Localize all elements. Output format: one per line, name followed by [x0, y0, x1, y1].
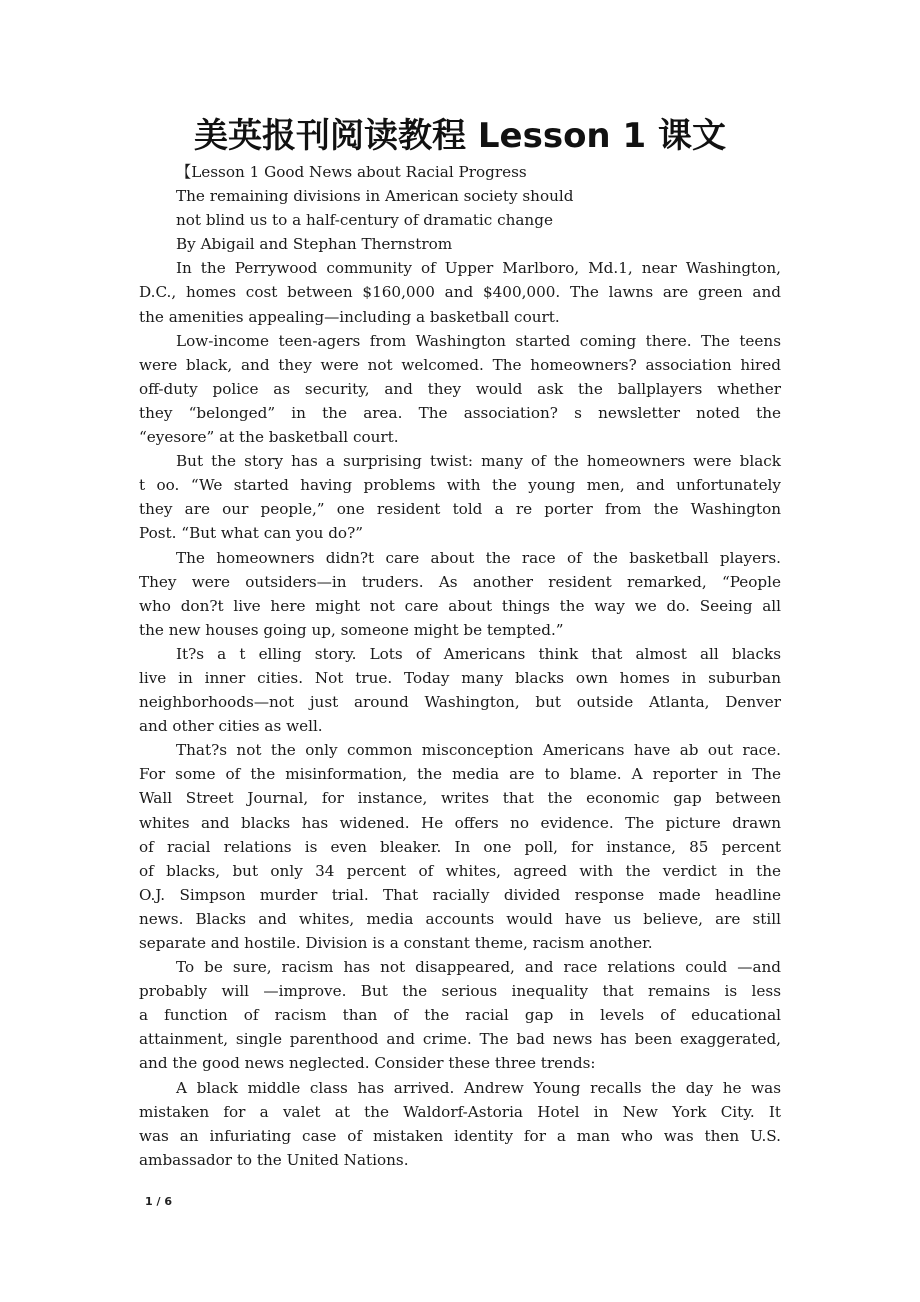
paragraph-line: the amenities appealing—including a basketball court.: [139, 307, 560, 326]
paragraph-line: D.C., homes cost between $160,000 and $400,000. The lawns are green and: [139, 283, 781, 302]
lesson-subtitle-line-2: not blind us to a half-century of dramatic change: [176, 211, 553, 230]
paragraph: [139, 955, 781, 1075]
paragraph-line: a function of racism than of the racial gap in levels of educational: [139, 1006, 781, 1025]
paragraph-line: of racial relations is even bleaker. In one poll, for instance, 85 percent: [139, 837, 781, 856]
paragraph-line: attainment, single parenthood and crime. The bad news has been exaggerated,: [139, 1030, 781, 1049]
lesson-header: [139, 160, 781, 256]
paragraph-line: was an infuriating case of mistaken identity for a man who was then U.S.: [139, 1126, 781, 1145]
byline: By Abigail and Stephan Thernstrom: [176, 235, 453, 254]
paragraph-line: Low-income teen-agers from Washington started coming there. The teens: [176, 331, 781, 350]
paragraph: [139, 256, 781, 328]
article-paragraphs: [139, 256, 781, 1172]
lesson-subtitle-line-1: The remaining divisions in American society should: [176, 187, 574, 206]
page-title: 美英报刊阅读教程 Lesson 1 课文: [194, 116, 726, 156]
paragraph-line: But the story has a surprising twist: many of the homeowners were black: [176, 452, 781, 471]
paragraph: [139, 738, 781, 955]
paragraph-line: A black middle class has arrived. Andrew Young recalls the day he was: [176, 1078, 781, 1097]
paragraph-line: t oo. “We started having problems with the young men, and unfortunately: [139, 476, 781, 495]
paragraph-line: whites and blacks has widened. He offers no evidence. The picture drawn: [139, 813, 781, 832]
paragraph-line: In the Perrywood community of Upper Marlboro, Md.1, near Washington,: [176, 259, 781, 278]
lesson-title: 【Lesson 1 Good News about Racial Progress: [176, 163, 527, 181]
paragraph-line: live in inner cities. Not true. Today many blacks own homes in suburban: [139, 668, 781, 687]
paragraph-line: That?s not the only common misconception Americans have ab out race.: [176, 741, 781, 760]
paragraph-line: Wall Street Journal, for instance, writes that the economic gap between: [139, 789, 781, 808]
paragraph-line: probably will —improve. But the serious inequality that remains is less: [139, 982, 781, 1001]
paragraph: [139, 546, 781, 642]
paragraph: [139, 449, 781, 545]
paragraph-line: and the good news neglected. Consider these three trends:: [139, 1054, 596, 1073]
paragraph-line: and other cities as well.: [139, 717, 323, 736]
paragraph: [139, 329, 781, 449]
paragraph-line: were black, and they were not welcomed. The homeowners? association hired: [139, 355, 781, 374]
paragraph-line: of blacks, but only 34 percent of whites, agreed with the verdict in the: [139, 861, 781, 880]
document-body: [139, 160, 781, 1172]
paragraph-line: They were outsiders—in truders. As another resident remarked, “People: [139, 572, 781, 591]
paragraph-line: O.J. Simpson murder trial. That racially divided response made headline: [139, 885, 781, 904]
paragraph-line: they are our people,” one resident told a re porter from the Washington: [139, 500, 781, 519]
paragraph-line: ambassador to the United Nations.: [139, 1150, 409, 1169]
paragraph-line: off-duty police as security, and they would ask the ballplayers whether: [139, 379, 781, 398]
paragraph-line: separate and hostile. Division is a constant theme, racism another.: [139, 934, 653, 952]
paragraph: [139, 642, 781, 738]
paragraph-line: Post. “But what can you do?”: [139, 524, 363, 543]
paragraph-line: mistaken for a valet at the Waldorf-Astoria Hotel in New York City. It: [139, 1102, 781, 1121]
paragraph-line: they “belonged” in the area. The association? s newsletter noted the: [139, 403, 781, 422]
paragraph: [139, 1076, 781, 1172]
paragraph-line: To be sure, racism has not disappeared, and race relations could —and: [176, 958, 781, 977]
paragraph-line: For some of the misinformation, the media are to blame. A reporter in The: [139, 765, 781, 784]
paragraph-line: the new houses going up, someone might be tempted.”: [139, 620, 564, 639]
paragraph-line: “eyesore” at the basketball court.: [139, 428, 399, 447]
paragraph-line: The homeowners didn?t care about the race of the basketball players.: [176, 548, 781, 567]
page-number: 1 / 6: [145, 1195, 172, 1208]
paragraph-line: news. Blacks and whites, media accounts would have us believe, are still: [139, 909, 781, 928]
paragraph-line: neighborhoods—not just around Washington, but outside Atlanta, Denver: [139, 693, 781, 712]
paragraph-line: It?s a t elling story. Lots of Americans think that almost all blacks: [176, 644, 781, 663]
paragraph-line: who don?t live here might not care about things the way we do. Seeing all: [139, 596, 781, 615]
